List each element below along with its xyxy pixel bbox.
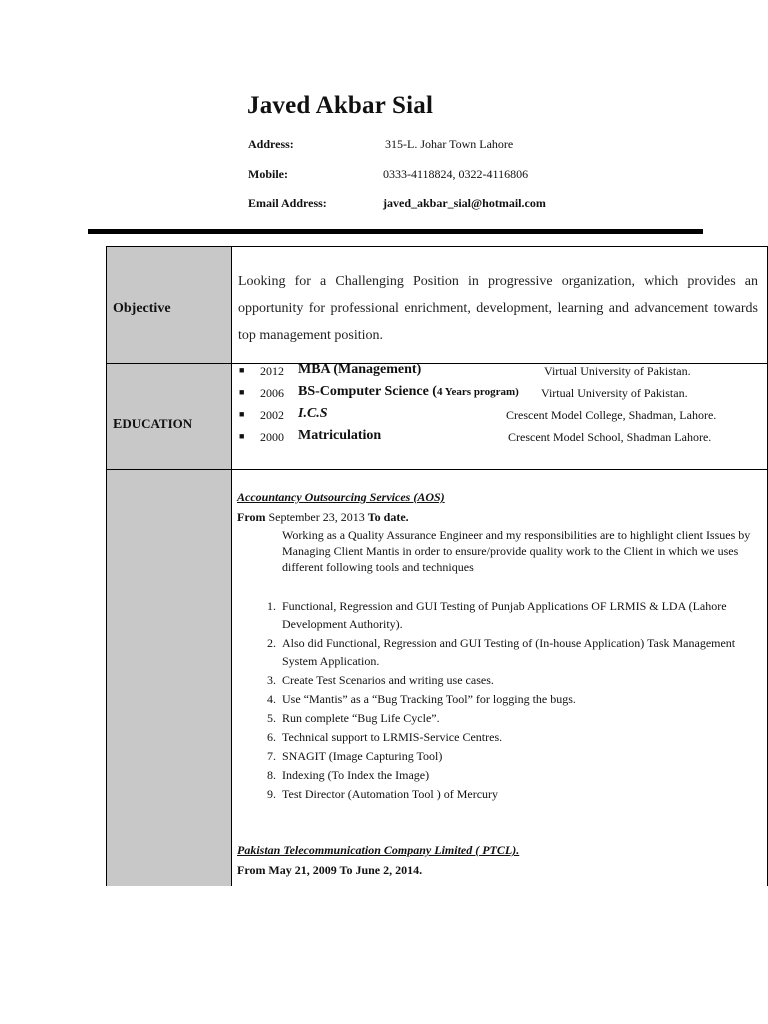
education-year: 2002 bbox=[260, 408, 284, 422]
duty-item bbox=[256, 766, 766, 784]
duty-item bbox=[256, 728, 766, 746]
duty-item bbox=[256, 747, 766, 765]
education-institution: Virtual University of Pakistan. bbox=[544, 364, 691, 378]
job-company bbox=[237, 843, 519, 858]
duty-number: 3. bbox=[267, 673, 276, 687]
email-label: Email Address: bbox=[248, 196, 327, 210]
job-duties-list bbox=[256, 597, 766, 804]
duty-text: Create Test Scenarios and writing use cases. bbox=[282, 673, 494, 687]
table-column-divider bbox=[231, 246, 232, 886]
address-label: Address: bbox=[248, 137, 294, 151]
education-item bbox=[234, 408, 764, 430]
education-degree-wrap bbox=[298, 384, 519, 400]
education-degree: BS-Computer Science ( bbox=[298, 384, 437, 399]
mobile-label: Mobile: bbox=[248, 167, 288, 181]
label-column-shade bbox=[107, 247, 231, 886]
objective-text: Looking for a Challenging Position in progressive organization, which provides an opportunity for professional enrichment, development, learning and advancement towards top management position. bbox=[238, 274, 758, 343]
education-degree: Matriculation bbox=[298, 428, 382, 443]
job-company bbox=[237, 490, 445, 505]
duty-number: 4. bbox=[267, 692, 276, 706]
duty-item bbox=[256, 671, 766, 689]
duty-number: 8. bbox=[267, 768, 276, 782]
duty-text: Test Director (Automation Tool ) of Mercury bbox=[282, 787, 499, 801]
education-item bbox=[234, 364, 764, 386]
education-label bbox=[113, 416, 192, 433]
job-dates bbox=[237, 510, 409, 525]
duty-item bbox=[256, 690, 766, 708]
address-value: 315-L. Johar Town Lahore bbox=[385, 137, 514, 151]
duty-item bbox=[256, 597, 766, 633]
duty-text: Technical support to LRMIS-Service Centres. bbox=[282, 730, 503, 744]
duty-number: 9. bbox=[267, 787, 276, 801]
table-border-top bbox=[106, 246, 768, 247]
job-to-label: To date. bbox=[367, 510, 409, 524]
education-item bbox=[234, 386, 764, 408]
education-year: 2000 bbox=[260, 430, 284, 444]
bullet-icon: ■ bbox=[239, 431, 245, 441]
job-company-name: Pakistan Telecommunication Company Limited ( PTCL). bbox=[237, 843, 520, 857]
job-from-date: September 23, 2013 bbox=[268, 510, 365, 524]
duty-text: Run complete “Bug Life Cycle”. bbox=[282, 711, 440, 725]
duty-item bbox=[256, 634, 766, 670]
bullet-icon: ■ bbox=[239, 409, 245, 419]
header-divider bbox=[88, 229, 703, 234]
education-institution: Virtual University of Pakistan. bbox=[541, 386, 688, 400]
job-dates: From May 21, 2009 To June 2, 2014. bbox=[237, 863, 423, 877]
education-degree: I.C.S bbox=[298, 406, 328, 421]
education-year: 2012 bbox=[260, 364, 284, 378]
education-list bbox=[234, 364, 764, 452]
education-degree: MBA (Management) bbox=[298, 362, 422, 377]
duty-number: 6. bbox=[267, 730, 276, 744]
bullet-icon: ■ bbox=[239, 387, 245, 397]
education-year: 2006 bbox=[260, 386, 284, 400]
education-degree-note: 4 Years program) bbox=[436, 386, 519, 398]
candidate-name: Javed Akbar Sial bbox=[247, 92, 434, 119]
education-label-initial: E bbox=[113, 417, 123, 432]
email-value[interactable]: javed_akbar_sial@hotmail.com bbox=[383, 196, 546, 210]
education-institution: Crescent Model College, Shadman, Lahore. bbox=[506, 408, 717, 422]
education-item bbox=[234, 430, 764, 452]
table-border-left bbox=[106, 246, 107, 886]
duty-number: 5. bbox=[267, 711, 276, 725]
education-label-rest: DUCATION bbox=[122, 416, 193, 431]
duty-text: SNAGIT (Image Capturing Tool) bbox=[282, 749, 443, 763]
duty-text: Also did Functional, Regression and GUI Testing of (In-house Application) Task Management System Application. bbox=[282, 636, 736, 668]
education-institution: Crescent Model School, Shadman Lahore. bbox=[508, 430, 712, 444]
duty-number: 2. bbox=[267, 636, 276, 650]
job-description: Working as a Quality Assurance Engineer and my responsibilities are to highlight client Issues by Managing Client Mantis in order to ensure/provide quality work to the Client in which we uses different following tools and techniques bbox=[282, 528, 751, 574]
objective-label: Objective bbox=[113, 301, 171, 316]
duty-item bbox=[256, 785, 766, 803]
duty-number: 1. bbox=[267, 599, 276, 613]
table-divider-education bbox=[106, 469, 768, 470]
duty-number: 7. bbox=[267, 749, 276, 763]
mobile-value: 0333-4118824, 0322-4116806 bbox=[383, 167, 529, 181]
duty-text: Use “Mantis” as a “Bug Tracking Tool” for logging the bugs. bbox=[282, 692, 576, 706]
duty-text: Functional, Regression and GUI Testing of Punjab Applications OF LRMIS & LDA (Lahore Development Authority). bbox=[282, 599, 727, 631]
duty-text: Indexing (To Index the Image) bbox=[282, 768, 430, 782]
duty-item bbox=[256, 709, 766, 727]
job-from-label: From bbox=[237, 510, 266, 524]
resume-table bbox=[106, 246, 768, 886]
bullet-icon: ■ bbox=[239, 365, 245, 375]
job-company-name: Accountancy Outsourcing Services (AOS) bbox=[237, 490, 445, 504]
